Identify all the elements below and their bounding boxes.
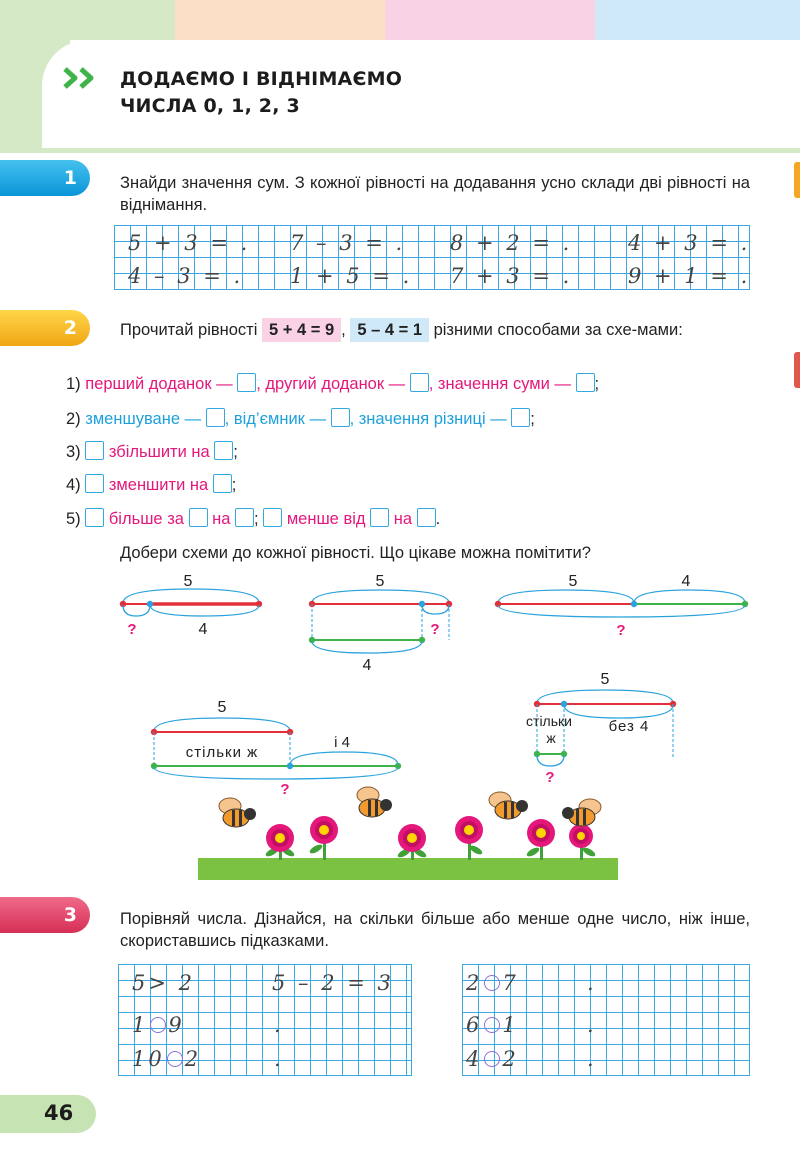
scheme-rule-4 [66,474,236,496]
rule-text: зменшити на [108,476,209,494]
grass-strip [198,858,618,880]
scheme-rule-2 [66,408,535,430]
page-title [120,66,402,120]
rule-number: 5) [66,510,81,528]
rule-text: , від’ємник — [224,410,326,428]
page-title-line1: ДОДАЄМО І ВІДНІМАЄМО [120,68,403,90]
comma: , [341,321,346,339]
task-3-text: Порівняй числа. Дізнайся, на скільки більше або менше одне число, ніж інше, скориставшись підказками. [120,910,750,950]
comparison [466,970,519,996]
number: 2 [466,971,483,995]
scheme-4 [151,699,401,798]
rule-text: , значення суми — [428,375,571,393]
scheme-2 [309,573,452,674]
comparison [132,1012,185,1038]
comparison-result: . [587,1013,597,1037]
rule-number: 3) [66,443,81,461]
answer-box[interactable] [235,508,254,527]
bee-icon [219,798,256,827]
scheme-question: ? [430,621,440,638]
answer-box[interactable] [410,373,429,392]
page-title-line2: ЧИСЛА 0, 1, 2, 3 [120,95,300,117]
punct: ; [594,375,600,393]
compare-circle[interactable] [484,1017,500,1033]
scheme-label: 4 [362,657,372,674]
bee-icon [562,799,601,826]
answer-box[interactable] [85,508,104,527]
flower [455,816,483,844]
scheme-question: ? [616,622,626,639]
comparison-result: . [274,1047,284,1071]
compare-circle[interactable] [167,1051,183,1067]
punct: ; [530,410,535,428]
top-band-pink [385,0,595,40]
compare-circle[interactable] [484,975,500,991]
punct: ; [231,476,237,494]
rule-text: , другий доданок — [256,375,406,393]
scheme-label: без 4 [608,718,650,735]
comparison [466,1012,519,1038]
expression: 9 + 1 = . [628,264,751,288]
rule-number: 2) [66,410,81,428]
comparison-result: . [587,971,597,995]
scheme-label: 4 [681,573,691,590]
scheme-label: ж [546,730,556,746]
flower [569,824,593,848]
bee-icon [357,787,392,817]
rule-text: , значення різниці — [349,410,507,428]
scheme-label: 5 [217,699,227,716]
scheme-5 [526,671,676,786]
number: 10 [132,1047,165,1071]
comparison-result: 5 – 2 = 3 [272,971,394,995]
punct: ; [254,510,259,528]
scheme-label: і 4 [334,734,350,751]
task-1-badge: 1 [0,160,90,196]
number: 7 [502,971,519,995]
page-number: 46 [44,1101,74,1125]
rule-text: збільшити на [108,443,210,461]
rule-text: більше за [108,510,184,528]
comparison [466,1046,519,1072]
expression: 7 + 3 = . [450,264,573,288]
number: 1 [132,1013,149,1037]
rule-text: на [393,510,412,528]
equation-sum: 5 + 4 = 9 [262,318,341,342]
scheme-label: стільки ж [185,744,259,761]
rule-text: менше від [286,510,366,528]
scheme-question: ? [545,769,555,786]
bee-icon [489,792,528,819]
scheme-1 [120,573,262,638]
number: 6 [466,1013,483,1037]
number: 9 [168,1013,185,1037]
top-band-orange [175,0,385,40]
header-divider [0,148,800,153]
scheme-label: 5 [568,573,578,590]
scheme-rule-3 [66,441,238,463]
flower [527,819,555,847]
comparison [132,970,195,996]
expression: 7 – 3 = . [290,231,406,255]
task-2-text-before: Прочитай рівності [120,321,258,339]
number: 5 [132,971,149,995]
answer-box[interactable] [189,508,208,527]
task-2-intro [120,318,750,342]
comparison [132,1046,201,1072]
answer-box[interactable] [85,441,104,460]
rule-text: на [212,510,231,528]
answer-box[interactable] [263,508,282,527]
expression: 4 + 3 = . [628,231,751,255]
sign: > [148,971,169,995]
answer-box[interactable] [213,474,232,493]
scheme-label: 5 [600,671,610,688]
punct: . [435,510,441,528]
task-2-question: Добери схеми до кожної рівності. Що цікаве можна помітити? [120,544,591,562]
expression: 5 + 3 = . [128,231,251,255]
answer-box[interactable] [331,408,350,427]
top-band-blue [595,0,800,40]
comparison-result: . [587,1047,597,1071]
rule-text: зменшуване — [85,410,202,428]
scheme-rule-5 [66,508,440,530]
expression: 4 – 3 = . [128,264,244,288]
bees-flowers-illustration [198,787,618,880]
number: 1 [502,1013,519,1037]
number: 4 [466,1047,483,1071]
scheme-label: 5 [375,573,385,590]
side-tab-orange [794,162,800,198]
expression: 1 + 5 = . [290,264,413,288]
answer-box[interactable] [370,508,389,527]
flower [266,824,294,852]
task-1-text: Знайди значення сум. З кожної рівності на додавання усно склади дві рівності на віднімання. [120,174,750,214]
rule-text: перший доданок — [85,375,233,393]
compare-circle[interactable] [484,1051,500,1067]
equation-difference: 5 – 4 = 1 [350,318,429,342]
top-band-green [0,0,175,40]
scheme-question: ? [127,621,137,638]
scheme-rule-1 [66,373,599,395]
expression: 8 + 2 = . [450,231,573,255]
compare-circle[interactable] [150,1017,166,1033]
task-2-text-after: різними способами за схе-мами: [433,321,683,339]
number: 2 [178,971,196,995]
answer-box[interactable] [576,373,595,392]
scheme-label: стільки [526,713,572,729]
scheme-diagrams [0,560,800,890]
scheme-3 [495,573,748,639]
number: 2 [184,1047,202,1071]
double-chevron-icon [63,66,107,90]
answer-box[interactable] [237,373,256,392]
answer-box[interactable] [206,408,225,427]
rule-number: 1) [66,375,81,393]
answer-box[interactable] [511,408,530,427]
flower [310,816,338,844]
answer-box[interactable] [417,508,436,527]
scheme-question: ? [280,781,290,798]
answer-box[interactable] [85,474,104,493]
number: 2 [502,1047,519,1071]
scheme-label: 4 [198,621,208,638]
punct: ; [233,443,238,461]
task-2-badge: 2 [0,310,90,346]
rule-number: 4) [66,476,81,494]
side-tab-red [794,352,800,388]
flower [398,824,426,852]
answer-box[interactable] [214,441,233,460]
comparison-result: . [274,1013,284,1037]
task-3-badge: 3 [0,897,90,933]
scheme-label: 5 [183,573,193,590]
